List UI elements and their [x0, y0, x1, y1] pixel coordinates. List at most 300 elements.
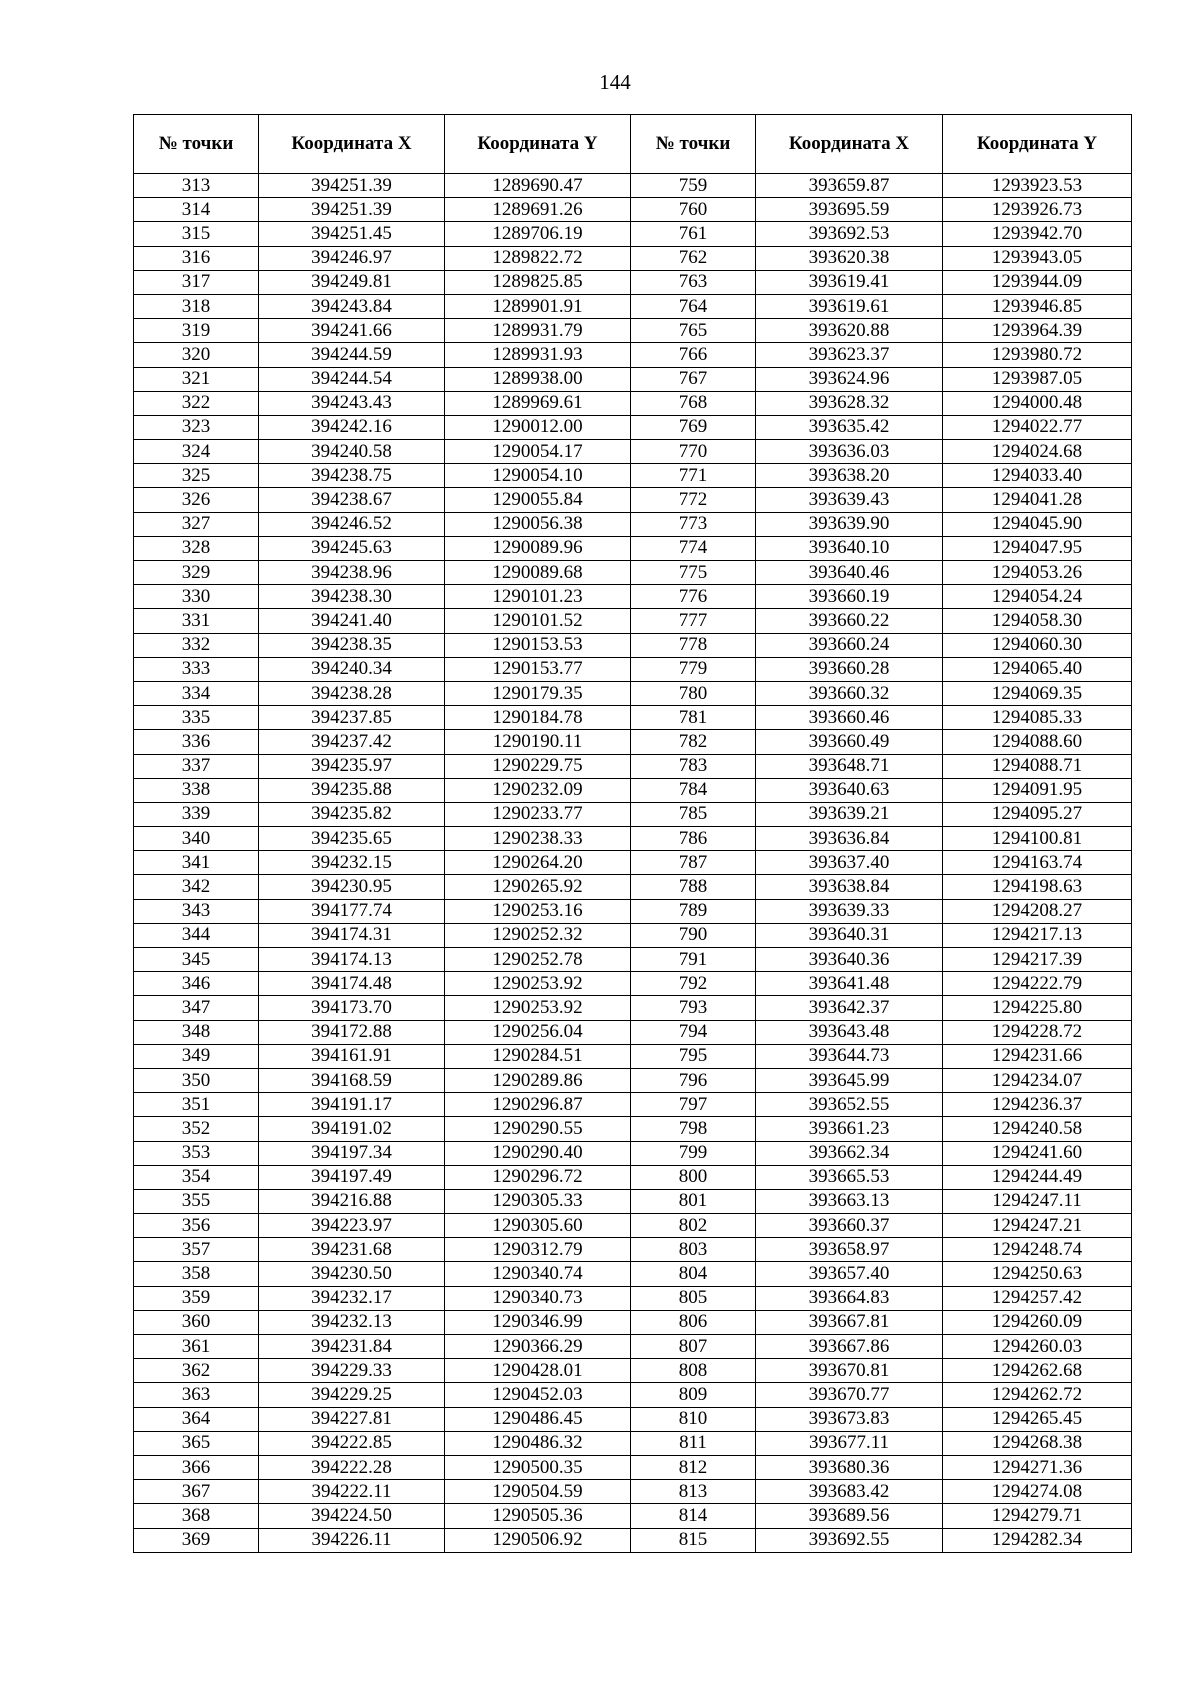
cell-coordinate-x-left: 394232.15 [259, 851, 445, 875]
cell-point-number-left: 366 [134, 1455, 259, 1479]
cell-point-number-left: 352 [134, 1117, 259, 1141]
cell-coordinate-y-right: 1294054.24 [943, 585, 1132, 609]
cell-point-number-left: 322 [134, 391, 259, 415]
cell-point-number-right: 781 [631, 706, 756, 730]
cell-coordinate-y-left: 1290305.33 [445, 1189, 631, 1213]
cell-coordinate-x-left: 394244.59 [259, 343, 445, 367]
cell-point-number-right: 796 [631, 1068, 756, 1092]
cell-coordinate-x-right: 393638.20 [756, 464, 943, 488]
table-row [134, 1189, 1132, 1213]
cell-coordinate-y-left: 1290184.78 [445, 706, 631, 730]
table-row [134, 1407, 1132, 1431]
table-row [134, 391, 1132, 415]
cell-point-number-left: 357 [134, 1238, 259, 1262]
cell-point-number-left: 338 [134, 778, 259, 802]
cell-coordinate-x-right: 393637.40 [756, 851, 943, 875]
cell-point-number-right: 780 [631, 681, 756, 705]
cell-point-number-right: 803 [631, 1238, 756, 1262]
cell-coordinate-y-left: 1290055.84 [445, 488, 631, 512]
cell-coordinate-x-right: 393660.37 [756, 1214, 943, 1238]
cell-point-number-left: 335 [134, 706, 259, 730]
cell-coordinate-y-right: 1294234.07 [943, 1068, 1132, 1092]
cell-coordinate-y-right: 1293980.72 [943, 343, 1132, 367]
cell-coordinate-y-right: 1294058.30 [943, 609, 1132, 633]
cell-point-number-right: 812 [631, 1455, 756, 1479]
cell-coordinate-x-right: 393677.11 [756, 1431, 943, 1455]
cell-coordinate-y-right: 1293943.05 [943, 246, 1132, 270]
cell-point-number-right: 814 [631, 1504, 756, 1528]
cell-point-number-left: 334 [134, 681, 259, 705]
cell-coordinate-x-left: 394197.49 [259, 1165, 445, 1189]
cell-coordinate-x-right: 393658.97 [756, 1238, 943, 1262]
cell-coordinate-x-right: 393662.34 [756, 1141, 943, 1165]
cell-coordinate-x-right: 393692.53 [756, 222, 943, 246]
cell-point-number-right: 804 [631, 1262, 756, 1286]
cell-point-number-right: 801 [631, 1189, 756, 1213]
cell-coordinate-x-right: 393683.42 [756, 1480, 943, 1504]
cell-coordinate-y-right: 1294248.74 [943, 1238, 1132, 1262]
cell-point-number-right: 770 [631, 440, 756, 464]
cell-coordinate-y-right: 1294244.49 [943, 1165, 1132, 1189]
cell-coordinate-x-left: 394216.88 [259, 1189, 445, 1213]
cell-point-number-left: 344 [134, 923, 259, 947]
cell-coordinate-x-left: 394224.50 [259, 1504, 445, 1528]
cell-coordinate-y-left: 1290190.11 [445, 730, 631, 754]
cell-coordinate-x-left: 394244.54 [259, 367, 445, 391]
cell-coordinate-x-right: 393640.31 [756, 923, 943, 947]
cell-coordinate-x-left: 394245.63 [259, 536, 445, 560]
cell-coordinate-y-right: 1294208.27 [943, 899, 1132, 923]
table-row [134, 1286, 1132, 1310]
cell-coordinate-y-right: 1294247.11 [943, 1189, 1132, 1213]
cell-coordinate-x-right: 393639.21 [756, 802, 943, 826]
cell-coordinate-y-right: 1293923.53 [943, 174, 1132, 198]
cell-coordinate-y-right: 1294240.58 [943, 1117, 1132, 1141]
cell-coordinate-x-left: 394238.28 [259, 681, 445, 705]
table-row [134, 1455, 1132, 1479]
table-row [134, 851, 1132, 875]
cell-coordinate-y-right: 1294236.37 [943, 1093, 1132, 1117]
cell-coordinate-x-right: 393648.71 [756, 754, 943, 778]
table-row [134, 923, 1132, 947]
cell-point-number-left: 365 [134, 1431, 259, 1455]
cell-point-number-right: 759 [631, 174, 756, 198]
cell-coordinate-y-right: 1294100.81 [943, 827, 1132, 851]
cell-coordinate-y-left: 1290505.36 [445, 1504, 631, 1528]
cell-point-number-left: 317 [134, 270, 259, 294]
cell-coordinate-y-left: 1290101.23 [445, 585, 631, 609]
cell-point-number-right: 786 [631, 827, 756, 851]
cell-point-number-right: 773 [631, 512, 756, 536]
cell-point-number-right: 778 [631, 633, 756, 657]
cell-coordinate-y-left: 1290284.51 [445, 1044, 631, 1068]
cell-coordinate-x-right: 393660.46 [756, 706, 943, 730]
cell-coordinate-y-left: 1290340.73 [445, 1286, 631, 1310]
cell-coordinate-x-left: 394174.13 [259, 948, 445, 972]
cell-coordinate-x-left: 394230.95 [259, 875, 445, 899]
table-row [134, 778, 1132, 802]
cell-coordinate-y-right: 1293944.09 [943, 270, 1132, 294]
cell-coordinate-y-left: 1290252.32 [445, 923, 631, 947]
table-row [134, 948, 1132, 972]
table-row [134, 536, 1132, 560]
cell-coordinate-y-left: 1290054.17 [445, 440, 631, 464]
cell-coordinate-y-left: 1290428.01 [445, 1359, 631, 1383]
cell-coordinate-x-right: 393640.63 [756, 778, 943, 802]
cell-point-number-right: 794 [631, 1020, 756, 1044]
cell-coordinate-x-left: 394235.82 [259, 802, 445, 826]
cell-point-number-left: 316 [134, 246, 259, 270]
cell-coordinate-x-right: 393667.86 [756, 1335, 943, 1359]
cell-coordinate-x-right: 393659.87 [756, 174, 943, 198]
table-row [134, 174, 1132, 198]
table-row [134, 343, 1132, 367]
cell-coordinate-x-left: 394251.39 [259, 198, 445, 222]
cell-coordinate-x-right: 393640.10 [756, 536, 943, 560]
cell-coordinate-y-right: 1293987.05 [943, 367, 1132, 391]
cell-coordinate-x-left: 394249.81 [259, 270, 445, 294]
cell-coordinate-y-left: 1290486.32 [445, 1431, 631, 1455]
cell-coordinate-y-right: 1293946.85 [943, 294, 1132, 318]
cell-coordinate-y-left: 1290054.10 [445, 464, 631, 488]
cell-point-number-left: 333 [134, 657, 259, 681]
cell-point-number-left: 358 [134, 1262, 259, 1286]
cell-coordinate-x-left: 394230.50 [259, 1262, 445, 1286]
cell-point-number-left: 348 [134, 1020, 259, 1044]
cell-coordinate-x-left: 394237.42 [259, 730, 445, 754]
cell-coordinate-y-left: 1290366.29 [445, 1335, 631, 1359]
cell-coordinate-x-right: 393673.83 [756, 1407, 943, 1431]
cell-coordinate-x-right: 393644.73 [756, 1044, 943, 1068]
cell-coordinate-y-right: 1294088.60 [943, 730, 1132, 754]
cell-coordinate-x-right: 393660.32 [756, 681, 943, 705]
cell-coordinate-x-left: 394241.66 [259, 319, 445, 343]
cell-point-number-left: 340 [134, 827, 259, 851]
cell-coordinate-y-right: 1293942.70 [943, 222, 1132, 246]
cell-coordinate-x-left: 394243.84 [259, 294, 445, 318]
cell-coordinate-y-right: 1294085.33 [943, 706, 1132, 730]
cell-coordinate-y-right: 1293964.39 [943, 319, 1132, 343]
cell-point-number-left: 327 [134, 512, 259, 536]
cell-coordinate-y-right: 1294022.77 [943, 415, 1132, 439]
cell-point-number-right: 775 [631, 561, 756, 585]
cell-coordinate-x-right: 393643.48 [756, 1020, 943, 1044]
cell-point-number-right: 760 [631, 198, 756, 222]
cell-coordinate-x-right: 393641.48 [756, 972, 943, 996]
table-row [134, 657, 1132, 681]
cell-coordinate-x-left: 394235.88 [259, 778, 445, 802]
header-coordinate-x-right: Координата X [756, 115, 943, 174]
cell-coordinate-x-right: 393670.81 [756, 1359, 943, 1383]
table-row [134, 198, 1132, 222]
cell-coordinate-x-left: 394238.35 [259, 633, 445, 657]
table-row [134, 561, 1132, 585]
cell-coordinate-x-right: 393636.03 [756, 440, 943, 464]
cell-coordinate-y-left: 1290346.99 [445, 1310, 631, 1334]
table-row [134, 319, 1132, 343]
cell-coordinate-y-right: 1294069.35 [943, 681, 1132, 705]
cell-coordinate-y-right: 1294222.79 [943, 972, 1132, 996]
cell-point-number-left: 362 [134, 1359, 259, 1383]
table-row [134, 440, 1132, 464]
cell-coordinate-y-right: 1294241.60 [943, 1141, 1132, 1165]
cell-coordinate-x-left: 394231.84 [259, 1335, 445, 1359]
cell-point-number-right: 795 [631, 1044, 756, 1068]
cell-coordinate-x-left: 394238.96 [259, 561, 445, 585]
cell-coordinate-x-right: 393680.36 [756, 1455, 943, 1479]
cell-point-number-right: 807 [631, 1335, 756, 1359]
cell-coordinate-x-left: 394174.31 [259, 923, 445, 947]
cell-point-number-right: 805 [631, 1286, 756, 1310]
table-row [134, 294, 1132, 318]
cell-coordinate-x-right: 393695.59 [756, 198, 943, 222]
cell-coordinate-y-left: 1290179.35 [445, 681, 631, 705]
cell-coordinate-y-left: 1290089.68 [445, 561, 631, 585]
cell-coordinate-y-right: 1294228.72 [943, 1020, 1132, 1044]
cell-coordinate-y-right: 1294163.74 [943, 851, 1132, 875]
cell-coordinate-x-left: 394197.34 [259, 1141, 445, 1165]
table-row [134, 1431, 1132, 1455]
cell-coordinate-y-right: 1294041.28 [943, 488, 1132, 512]
cell-coordinate-x-left: 394191.17 [259, 1093, 445, 1117]
cell-coordinate-y-left: 1290233.77 [445, 802, 631, 826]
cell-coordinate-x-left: 394223.97 [259, 1214, 445, 1238]
cell-coordinate-y-right: 1294024.68 [943, 440, 1132, 464]
cell-coordinate-y-right: 1294250.63 [943, 1262, 1132, 1286]
cell-point-number-right: 797 [631, 1093, 756, 1117]
table-row [134, 1141, 1132, 1165]
cell-coordinate-y-left: 1290290.55 [445, 1117, 631, 1141]
cell-coordinate-y-right: 1294217.13 [943, 923, 1132, 947]
cell-point-number-left: 342 [134, 875, 259, 899]
cell-point-number-left: 369 [134, 1528, 259, 1552]
cell-coordinate-x-right: 393624.96 [756, 367, 943, 391]
cell-point-number-right: 789 [631, 899, 756, 923]
cell-coordinate-y-left: 1290305.60 [445, 1214, 631, 1238]
cell-point-number-right: 811 [631, 1431, 756, 1455]
cell-point-number-left: 360 [134, 1310, 259, 1334]
cell-coordinate-y-right: 1294060.30 [943, 633, 1132, 657]
cell-coordinate-y-left: 1289931.93 [445, 343, 631, 367]
cell-point-number-right: 793 [631, 996, 756, 1020]
table-row [134, 730, 1132, 754]
cell-point-number-right: 774 [631, 536, 756, 560]
cell-coordinate-y-right: 1294065.40 [943, 657, 1132, 681]
cell-coordinate-x-left: 394177.74 [259, 899, 445, 923]
cell-coordinate-x-right: 393639.90 [756, 512, 943, 536]
cell-coordinate-y-left: 1289931.79 [445, 319, 631, 343]
cell-coordinate-y-left: 1290232.09 [445, 778, 631, 802]
cell-point-number-left: 325 [134, 464, 259, 488]
cell-coordinate-y-left: 1290056.38 [445, 512, 631, 536]
cell-point-number-left: 329 [134, 561, 259, 585]
cell-coordinate-y-left: 1290340.74 [445, 1262, 631, 1286]
cell-point-number-left: 367 [134, 1480, 259, 1504]
cell-coordinate-x-left: 394246.52 [259, 512, 445, 536]
cell-coordinate-y-right: 1294091.95 [943, 778, 1132, 802]
cell-coordinate-y-left: 1289901.91 [445, 294, 631, 318]
table-row [134, 1214, 1132, 1238]
table-row [134, 1504, 1132, 1528]
cell-coordinate-x-left: 394251.39 [259, 174, 445, 198]
cell-coordinate-y-right: 1294217.39 [943, 948, 1132, 972]
cell-point-number-right: 799 [631, 1141, 756, 1165]
cell-point-number-right: 813 [631, 1480, 756, 1504]
table-header-row [134, 115, 1132, 174]
cell-point-number-left: 361 [134, 1335, 259, 1359]
cell-point-number-left: 346 [134, 972, 259, 996]
cell-point-number-right: 798 [631, 1117, 756, 1141]
cell-coordinate-x-left: 394232.17 [259, 1286, 445, 1310]
table-row [134, 246, 1132, 270]
cell-coordinate-y-right: 1294262.68 [943, 1359, 1132, 1383]
cell-point-number-right: 800 [631, 1165, 756, 1189]
cell-point-number-left: 343 [134, 899, 259, 923]
cell-coordinate-x-left: 394240.34 [259, 657, 445, 681]
cell-coordinate-y-left: 1290289.86 [445, 1068, 631, 1092]
cell-coordinate-y-right: 1294198.63 [943, 875, 1132, 899]
cell-coordinate-x-left: 394241.40 [259, 609, 445, 633]
cell-point-number-left: 353 [134, 1141, 259, 1165]
cell-point-number-left: 364 [134, 1407, 259, 1431]
table-row [134, 415, 1132, 439]
cell-coordinate-y-left: 1290253.16 [445, 899, 631, 923]
cell-point-number-left: 315 [134, 222, 259, 246]
cell-point-number-right: 809 [631, 1383, 756, 1407]
cell-coordinate-y-right: 1294279.71 [943, 1504, 1132, 1528]
coordinates-table [133, 114, 1132, 1553]
cell-point-number-left: 359 [134, 1286, 259, 1310]
cell-point-number-left: 336 [134, 730, 259, 754]
cell-coordinate-x-right: 393628.32 [756, 391, 943, 415]
table-row [134, 367, 1132, 391]
table-row [134, 706, 1132, 730]
cell-coordinate-y-right: 1294247.21 [943, 1214, 1132, 1238]
cell-coordinate-x-left: 394222.85 [259, 1431, 445, 1455]
cell-coordinate-y-left: 1290486.45 [445, 1407, 631, 1431]
cell-point-number-right: 767 [631, 367, 756, 391]
table-row [134, 1383, 1132, 1407]
header-point-number-left: № точки [134, 115, 259, 174]
table-row [134, 1359, 1132, 1383]
cell-coordinate-x-right: 393620.88 [756, 319, 943, 343]
table-row [134, 972, 1132, 996]
cell-coordinate-x-right: 393657.40 [756, 1262, 943, 1286]
cell-coordinate-y-left: 1289938.00 [445, 367, 631, 391]
cell-coordinate-x-right: 393638.84 [756, 875, 943, 899]
cell-point-number-right: 763 [631, 270, 756, 294]
cell-point-number-right: 768 [631, 391, 756, 415]
cell-point-number-right: 772 [631, 488, 756, 512]
cell-coordinate-y-left: 1290153.77 [445, 657, 631, 681]
table-row [134, 1335, 1132, 1359]
cell-point-number-left: 326 [134, 488, 259, 512]
cell-point-number-right: 784 [631, 778, 756, 802]
cell-coordinate-y-right: 1294262.72 [943, 1383, 1132, 1407]
cell-coordinate-x-left: 394243.43 [259, 391, 445, 415]
table-row [134, 609, 1132, 633]
cell-coordinate-x-right: 393663.13 [756, 1189, 943, 1213]
table-row [134, 222, 1132, 246]
cell-coordinate-y-right: 1294045.90 [943, 512, 1132, 536]
cell-coordinate-x-right: 393667.81 [756, 1310, 943, 1334]
cell-point-number-left: 350 [134, 1068, 259, 1092]
cell-point-number-left: 354 [134, 1165, 259, 1189]
table-row [134, 633, 1132, 657]
cell-coordinate-y-left: 1290253.92 [445, 972, 631, 996]
table-row [134, 1310, 1132, 1334]
cell-coordinate-x-left: 394240.58 [259, 440, 445, 464]
cell-coordinate-y-right: 1294257.42 [943, 1286, 1132, 1310]
cell-coordinate-x-right: 393670.77 [756, 1383, 943, 1407]
cell-point-number-left: 351 [134, 1093, 259, 1117]
table-row [134, 899, 1132, 923]
cell-point-number-right: 764 [631, 294, 756, 318]
page-number: 144 [599, 70, 631, 94]
cell-coordinate-x-right: 393639.33 [756, 899, 943, 923]
cell-coordinate-x-left: 394161.91 [259, 1044, 445, 1068]
table-row [134, 1093, 1132, 1117]
cell-point-number-right: 791 [631, 948, 756, 972]
cell-coordinate-x-left: 394242.16 [259, 415, 445, 439]
cell-coordinate-y-right: 1294282.34 [943, 1528, 1132, 1552]
cell-coordinate-x-left: 394191.02 [259, 1117, 445, 1141]
table-row [134, 1480, 1132, 1504]
cell-coordinate-y-left: 1290229.75 [445, 754, 631, 778]
cell-coordinate-x-left: 394232.13 [259, 1310, 445, 1334]
cell-point-number-left: 363 [134, 1383, 259, 1407]
cell-coordinate-y-left: 1290253.92 [445, 996, 631, 1020]
cell-point-number-right: 815 [631, 1528, 756, 1552]
cell-coordinate-y-right: 1294260.09 [943, 1310, 1132, 1334]
cell-coordinate-y-right: 1294271.36 [943, 1455, 1132, 1479]
cell-point-number-left: 332 [134, 633, 259, 657]
cell-point-number-right: 761 [631, 222, 756, 246]
cell-point-number-left: 313 [134, 174, 259, 198]
cell-coordinate-x-right: 393665.53 [756, 1165, 943, 1189]
cell-point-number-left: 339 [134, 802, 259, 826]
cell-point-number-right: 785 [631, 802, 756, 826]
table-row [134, 1165, 1132, 1189]
cell-coordinate-x-left: 394238.67 [259, 488, 445, 512]
cell-coordinate-x-right: 393660.19 [756, 585, 943, 609]
cell-coordinate-x-right: 393689.56 [756, 1504, 943, 1528]
cell-coordinate-y-left: 1290312.79 [445, 1238, 631, 1262]
cell-point-number-left: 341 [134, 851, 259, 875]
cell-point-number-left: 321 [134, 367, 259, 391]
cell-coordinate-y-right: 1294225.80 [943, 996, 1132, 1020]
table-row [134, 1044, 1132, 1068]
cell-coordinate-y-left: 1290089.96 [445, 536, 631, 560]
cell-coordinate-y-right: 1294268.38 [943, 1431, 1132, 1455]
cell-coordinate-x-left: 394235.65 [259, 827, 445, 851]
cell-coordinate-x-left: 394229.33 [259, 1359, 445, 1383]
cell-coordinate-y-left: 1290296.72 [445, 1165, 631, 1189]
cell-coordinate-x-right: 393660.49 [756, 730, 943, 754]
table-row [134, 802, 1132, 826]
cell-coordinate-y-right: 1293926.73 [943, 198, 1132, 222]
cell-coordinate-y-left: 1290290.40 [445, 1141, 631, 1165]
cell-coordinate-x-right: 393652.55 [756, 1093, 943, 1117]
cell-coordinate-x-left: 394229.25 [259, 1383, 445, 1407]
cell-coordinate-x-left: 394237.85 [259, 706, 445, 730]
table-body [134, 174, 1132, 1553]
cell-coordinate-x-right: 393639.43 [756, 488, 943, 512]
cell-coordinate-x-right: 393692.55 [756, 1528, 943, 1552]
table-row [134, 464, 1132, 488]
table-row [134, 875, 1132, 899]
cell-point-number-right: 810 [631, 1407, 756, 1431]
